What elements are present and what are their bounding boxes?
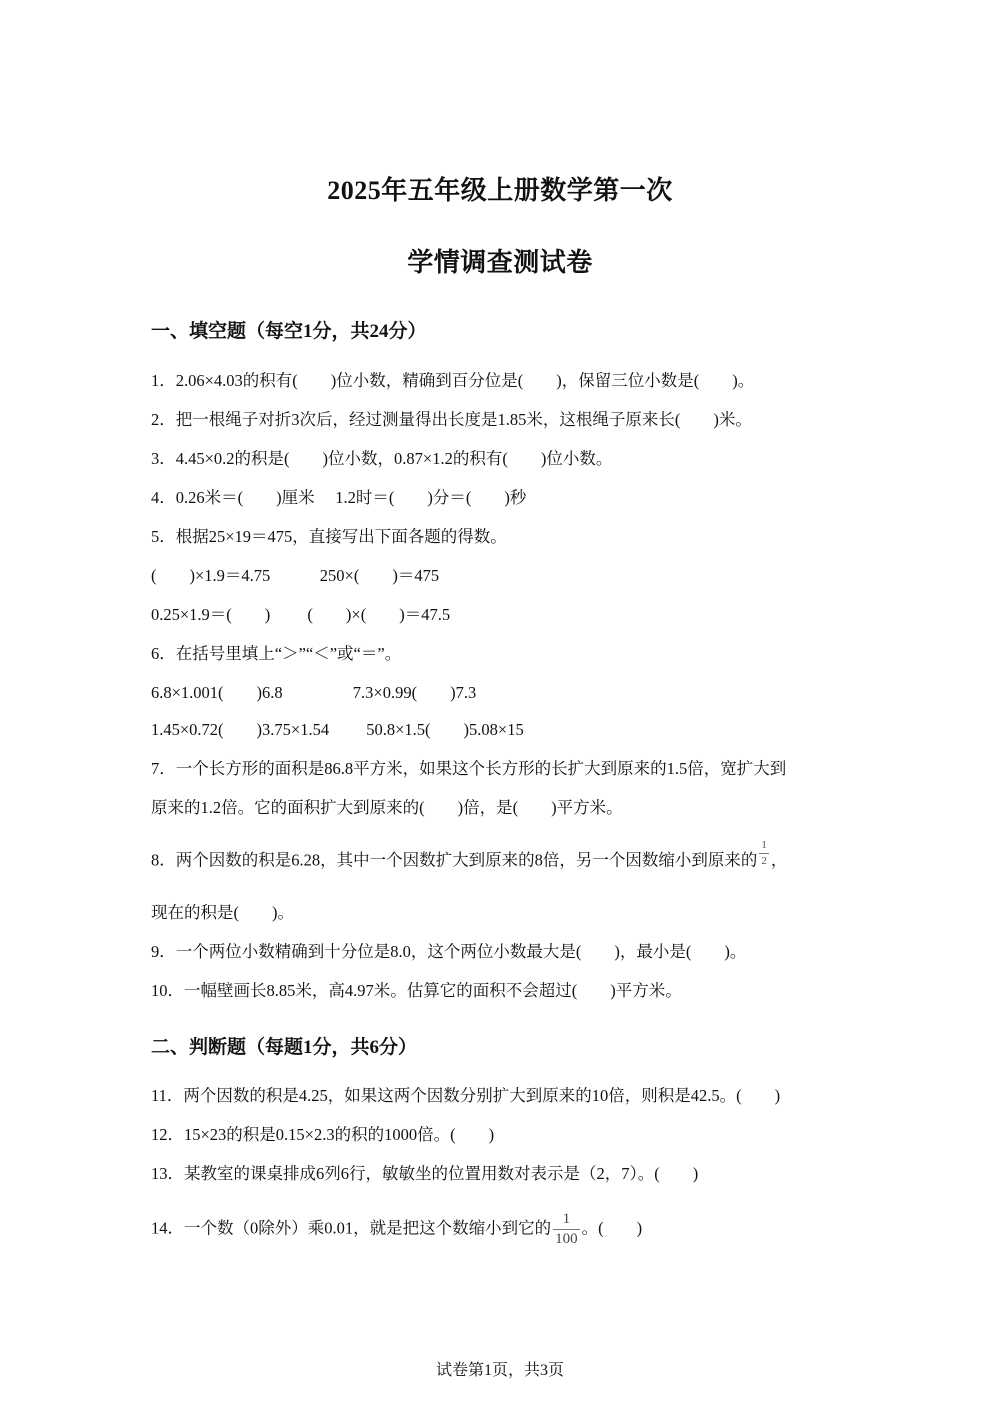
page-footer: 试卷第1页，共3页: [435, 1362, 564, 1379]
fraction-denominator: 2: [761, 855, 767, 867]
question-8-line-2: 现在的积是( )。: [151, 903, 294, 922]
question-5-row-1: ( )×1.9＝4.75 250×( )＝475: [151, 566, 440, 585]
fraction-denominator: 100: [555, 1231, 578, 1247]
question-6-row-2: 1.45×0.72( )3.75×1.54 50.8×1.5( )5.08×15: [151, 720, 524, 739]
exam-title-line2: 学情调查测试卷: [407, 248, 593, 277]
fraction-one-half: [759, 840, 769, 867]
question-4: 4．0.26米＝( )厘米 1.2时＝( )分＝( )秒: [151, 488, 527, 507]
question-10: 10．一幅壁画长8.85米，高4.97米。估算它的面积不会超过( )平方米。: [151, 981, 682, 1000]
question-2: 2．把一根绳子对折3次后，经过测量得出长度是1.85米，这根绳子原来长( )米。: [151, 410, 752, 429]
exam-title-line1: 2025年五年级上册数学第一次: [327, 176, 673, 205]
question-12: 12．15×23的积是0.15×2.3的积的1000倍。( ): [151, 1125, 495, 1144]
question-9: 9．一个两位小数精确到十分位是8.0，这个两位小数最大是( )，最小是( )。: [151, 942, 747, 961]
question-7-line-1: 7．一个长方形的面积是86.8平方米，如果这个长方形的长扩大到原来的1.5倍，宽扩大到: [151, 759, 787, 778]
question-14-tail: 。( ): [581, 1218, 643, 1238]
fraction-numerator: 1: [759, 840, 769, 854]
question-8-line-1: [151, 839, 788, 875]
question-7-line-2: 原来的1.2倍。它的面积扩大到原来的( )倍，是( )平方米。: [151, 798, 623, 817]
question-11: 11．两个因数的积是4.25，如果这两个因数分别扩大到原来的10倍，则积是42.5。( ): [151, 1086, 781, 1105]
question-8-text: 8．两个因数的积是6.28，其中一个因数扩大到原来的8倍，另一个因数缩小到原来的: [151, 850, 758, 870]
question-6: 6．在括号里填上“＞”“＜”或“＝”。: [151, 644, 402, 663]
question-5-row-2: 0.25×1.9＝( ) ( )×( )＝47.5: [151, 605, 451, 624]
question-6-row-1: 6.8×1.001( )6.8 7.3×0.99( )7.3: [151, 683, 477, 702]
question-14-text: 14．一个数（0除外）乘0.01，就是把这个数缩小到它的: [151, 1218, 552, 1238]
question-3: 3．4.45×0.2的积是( )位小数，0.87×1.2的积有( )位小数。: [151, 449, 613, 468]
question-5: 5．根据25×19＝475，直接写出下面各题的得数。: [151, 527, 507, 546]
question-14: [151, 1212, 642, 1247]
question-13: 13．某教室的课桌排成6列6行，敏敏坐的位置用数对表示是（2，7）。( ): [151, 1164, 699, 1183]
question-8-comma: ，: [770, 850, 788, 870]
fraction-numerator: 1: [553, 1212, 580, 1230]
question-1: 1．2.06×4.03的积有( )位小数，精确到百分位是( )，保留三位小数是( )。: [151, 371, 755, 390]
section-heading-fill-blank: 一、填空题（每空1分，共24分）: [151, 321, 427, 342]
section-heading-true-false: 二、判断题（每题1分，共6分）: [151, 1037, 418, 1058]
fraction-one-hundredth: [553, 1212, 580, 1247]
